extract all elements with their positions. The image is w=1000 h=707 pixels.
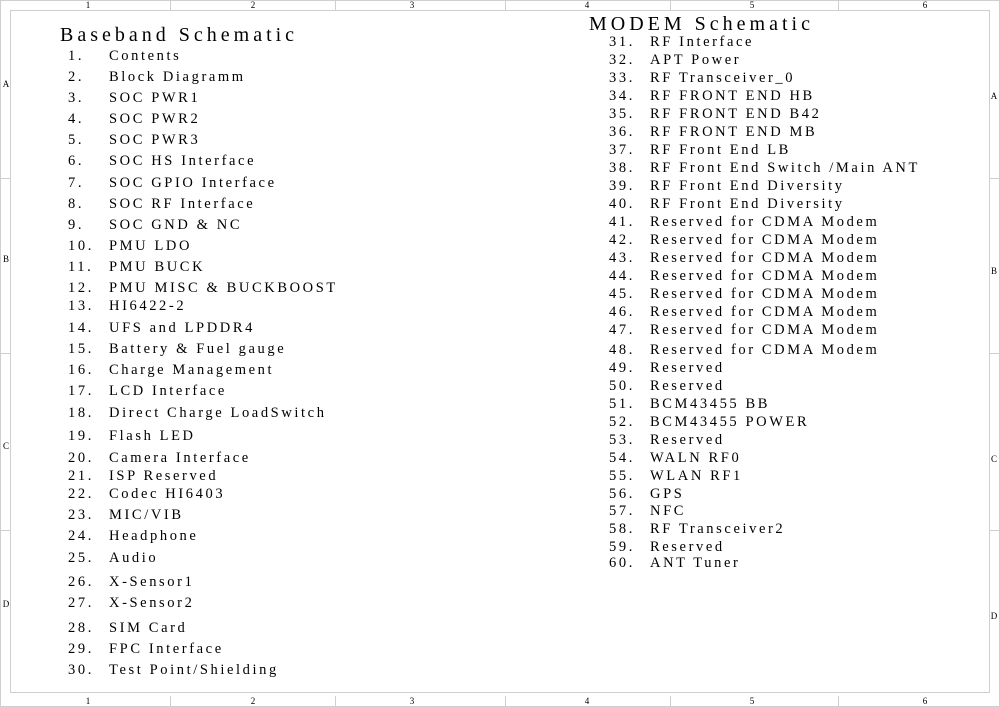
entry-number: 21. xyxy=(68,468,94,484)
zone-tick xyxy=(989,353,999,354)
entry-title: X-Sensor2 xyxy=(109,595,195,611)
contents-entry xyxy=(609,142,791,158)
contents-entry xyxy=(609,70,796,86)
contents-entry xyxy=(68,383,227,399)
entry-number: 49. xyxy=(609,360,635,376)
zone-tick xyxy=(505,0,506,10)
entry-number: 7. xyxy=(68,175,85,191)
contents-entry xyxy=(609,521,786,537)
zone-tick xyxy=(670,696,671,706)
entry-title: RF FRONT END HB xyxy=(650,88,815,104)
entry-number: 18. xyxy=(68,405,94,421)
entry-number: 47. xyxy=(609,322,635,338)
contents-entry xyxy=(609,360,725,376)
entry-number: 39. xyxy=(609,178,635,194)
zone-letter-left: A xyxy=(2,79,10,89)
zone-tick xyxy=(170,696,171,706)
contents-entry xyxy=(609,396,771,412)
zone-tick xyxy=(335,696,336,706)
entry-title: Test Point/Shielding xyxy=(109,662,279,678)
zone-number-top: 5 xyxy=(749,0,755,10)
zone-letter-right: B xyxy=(990,266,997,276)
entry-number: 34. xyxy=(609,88,635,104)
entry-title: RF FRONT END B42 xyxy=(650,106,822,122)
entry-number: 17. xyxy=(68,383,94,399)
entry-number: 6. xyxy=(68,153,85,169)
entry-number: 30. xyxy=(68,662,94,678)
entry-number: 54. xyxy=(609,450,635,466)
entry-title: ANT Tuner xyxy=(650,555,741,571)
entry-title: FPC Interface xyxy=(109,641,224,657)
zone-number-top: 4 xyxy=(584,0,590,10)
zone-tick xyxy=(170,0,171,10)
entry-title: Reserved xyxy=(650,378,725,394)
zone-tick xyxy=(0,178,10,179)
contents-entry xyxy=(609,214,880,230)
entry-title: Reserved xyxy=(650,360,725,376)
zone-tick xyxy=(0,530,10,531)
entry-number: 8. xyxy=(68,196,85,212)
contents-entry xyxy=(68,405,327,421)
entry-number: 45. xyxy=(609,286,635,302)
zone-number-top: 6 xyxy=(922,0,928,10)
zone-number-top: 2 xyxy=(250,0,256,10)
entry-number: 27. xyxy=(68,595,94,611)
contents-entry xyxy=(68,641,224,657)
entry-number: 24. xyxy=(68,528,94,544)
entry-number: 15. xyxy=(68,341,94,357)
contents-entry xyxy=(68,362,275,378)
entry-title: SOC GPIO Interface xyxy=(109,175,277,191)
entry-title: RF Front End Diversity xyxy=(650,196,845,212)
entry-title: PMU BUCK xyxy=(109,259,206,275)
entry-title: GPS xyxy=(650,486,685,502)
contents-entry xyxy=(609,160,920,176)
entry-title: BCM43455 BB xyxy=(650,396,771,412)
entry-number: 10. xyxy=(68,238,94,254)
zone-letter-right: D xyxy=(990,611,998,621)
entry-number: 14. xyxy=(68,320,94,336)
entry-title: Codec HI6403 xyxy=(109,486,226,502)
entry-title: PMU MISC & BUCKBOOST xyxy=(109,280,338,296)
entry-title: LCD Interface xyxy=(109,383,227,399)
entry-title: APT Power xyxy=(650,52,742,68)
entry-number: 37. xyxy=(609,142,635,158)
entry-title: Battery & Fuel gauge xyxy=(109,341,287,357)
contents-entry xyxy=(609,124,818,140)
entry-number: 41. xyxy=(609,214,635,230)
entry-title: SOC RF Interface xyxy=(109,196,256,212)
contents-entry xyxy=(68,486,226,502)
contents-entry xyxy=(68,175,277,191)
zone-tick xyxy=(838,696,839,706)
entry-number: 57. xyxy=(609,503,635,519)
baseband-title: Baseband Schematic xyxy=(60,24,299,46)
entry-number: 1. xyxy=(68,48,85,64)
contents-entry xyxy=(68,450,251,466)
entry-title: Charge Management xyxy=(109,362,275,378)
zone-number-top: 1 xyxy=(85,0,91,10)
contents-entry xyxy=(68,90,201,106)
entry-title: Reserved for CDMA Modem xyxy=(650,342,880,358)
contents-entry xyxy=(609,555,741,571)
entry-title: SOC HS Interface xyxy=(109,153,257,169)
entry-number: 25. xyxy=(68,550,94,566)
contents-entry xyxy=(609,106,822,122)
zone-number-bottom: 3 xyxy=(409,696,415,706)
zone-number-bottom: 1 xyxy=(85,696,91,706)
entry-number: 4. xyxy=(68,111,85,127)
entry-title: Reserved for CDMA Modem xyxy=(650,322,880,338)
entry-title: Reserved for CDMA Modem xyxy=(650,232,880,248)
contents-entry xyxy=(609,88,815,104)
entry-title: PMU LDO xyxy=(109,238,193,254)
entry-title: SOC PWR2 xyxy=(109,111,201,127)
zone-letter-left: B xyxy=(2,254,9,264)
zone-tick xyxy=(989,178,999,179)
entry-title: RF Interface xyxy=(650,34,755,50)
contents-entry xyxy=(609,414,810,430)
entry-title: Reserved xyxy=(650,539,725,555)
entry-number: 22. xyxy=(68,486,94,502)
entry-number: 3. xyxy=(68,90,85,106)
entry-number: 43. xyxy=(609,250,635,266)
contents-entry xyxy=(609,178,845,194)
zone-letter-right: C xyxy=(990,454,997,464)
entry-title: SIM Card xyxy=(109,620,188,636)
entry-title: RF Front End Switch /Main ANT xyxy=(650,160,920,176)
entry-number: 28. xyxy=(68,620,94,636)
contents-entry xyxy=(68,550,159,566)
zone-number-bottom: 4 xyxy=(584,696,590,706)
contents-entry xyxy=(68,153,257,169)
entry-title: Reserved for CDMA Modem xyxy=(650,250,880,266)
contents-entry xyxy=(68,298,187,314)
entry-title: RF Front End LB xyxy=(650,142,791,158)
contents-entry xyxy=(609,196,845,212)
entry-number: 36. xyxy=(609,124,635,140)
entry-number: 11. xyxy=(68,259,94,275)
entry-number: 59. xyxy=(609,539,635,555)
zone-number-bottom: 6 xyxy=(922,696,928,706)
entry-title: MIC/VIB xyxy=(109,507,184,523)
entry-title: Reserved for CDMA Modem xyxy=(650,268,880,284)
contents-entry xyxy=(68,341,287,357)
entry-title: X-Sensor1 xyxy=(109,574,195,590)
modem-title: MODEM Schematic xyxy=(589,13,814,35)
contents-entry xyxy=(609,378,725,394)
entry-number: 40. xyxy=(609,196,635,212)
entry-title: RF Transceiver2 xyxy=(650,521,786,537)
contents-entry xyxy=(68,662,279,678)
contents-entry xyxy=(609,539,725,555)
entry-title: Headphone xyxy=(109,528,199,544)
entry-title: BCM43455 POWER xyxy=(650,414,810,430)
contents-entry xyxy=(609,503,687,519)
entry-title: Reserved for CDMA Modem xyxy=(650,214,880,230)
entry-title: SOC PWR1 xyxy=(109,90,201,106)
entry-title: Reserved for CDMA Modem xyxy=(650,304,880,320)
contents-entry xyxy=(609,232,880,248)
entry-title: NFC xyxy=(650,503,687,519)
contents-entry xyxy=(609,52,742,68)
zone-number-top: 3 xyxy=(409,0,415,10)
contents-entry xyxy=(609,286,880,302)
entry-number: 16. xyxy=(68,362,94,378)
entry-title: HI6422-2 xyxy=(109,298,187,314)
contents-entry xyxy=(609,322,880,338)
entry-number: 51. xyxy=(609,396,635,412)
entry-number: 32. xyxy=(609,52,635,68)
entry-number: 5. xyxy=(68,132,85,148)
contents-entry xyxy=(68,574,195,590)
contents-entry xyxy=(68,217,243,233)
contents-entry xyxy=(609,450,742,466)
contents-entry xyxy=(609,342,880,358)
entry-number: 31. xyxy=(609,34,635,50)
entry-title: Camera Interface xyxy=(109,450,251,466)
entry-title: Reserved for CDMA Modem xyxy=(650,286,880,302)
entry-number: 20. xyxy=(68,450,94,466)
entry-number: 55. xyxy=(609,468,635,484)
entry-number: 12. xyxy=(68,280,94,296)
zone-letter-left: C xyxy=(2,441,9,451)
contents-entry xyxy=(609,34,755,50)
entry-number: 19. xyxy=(68,428,94,444)
contents-entry xyxy=(609,250,880,266)
entry-number: 33. xyxy=(609,70,635,86)
entry-title: Block Diagramm xyxy=(109,69,246,85)
entry-number: 60. xyxy=(609,555,635,571)
zone-letter-left: D xyxy=(2,599,10,609)
entry-number: 50. xyxy=(609,378,635,394)
contents-entry xyxy=(68,259,206,275)
contents-entry xyxy=(609,268,880,284)
entry-number: 9. xyxy=(68,217,85,233)
entry-number: 52. xyxy=(609,414,635,430)
contents-entry xyxy=(68,507,184,523)
zone-letter-right: A xyxy=(990,91,998,101)
entry-number: 26. xyxy=(68,574,94,590)
entry-number: 29. xyxy=(68,641,94,657)
contents-entry xyxy=(68,280,338,296)
entry-title: Contents xyxy=(109,48,182,64)
entry-number: 48. xyxy=(609,342,635,358)
entry-number: 44. xyxy=(609,268,635,284)
contents-entry xyxy=(68,468,219,484)
entry-title: Reserved xyxy=(650,432,725,448)
entry-title: RF FRONT END MB xyxy=(650,124,818,140)
contents-entry xyxy=(68,428,196,444)
entry-title: Flash LED xyxy=(109,428,196,444)
zone-tick xyxy=(989,530,999,531)
entry-title: RF Transceiver_0 xyxy=(650,70,796,86)
entry-title: WALN RF0 xyxy=(650,450,742,466)
entry-title: UFS and LPDDR4 xyxy=(109,320,255,336)
contents-entry xyxy=(68,48,182,64)
zone-tick xyxy=(838,0,839,10)
entry-title: Audio xyxy=(109,550,159,566)
zone-tick xyxy=(505,696,506,706)
entry-title: RF Front End Diversity xyxy=(650,178,845,194)
entry-number: 46. xyxy=(609,304,635,320)
entry-number: 2. xyxy=(68,69,85,85)
zone-tick xyxy=(335,0,336,10)
zone-number-bottom: 5 xyxy=(749,696,755,706)
entry-number: 56. xyxy=(609,486,635,502)
zone-number-bottom: 2 xyxy=(250,696,256,706)
entry-title: SOC GND & NC xyxy=(109,217,243,233)
entry-title: ISP Reserved xyxy=(109,468,219,484)
entry-number: 23. xyxy=(68,507,94,523)
zone-tick xyxy=(0,353,10,354)
contents-entry xyxy=(609,432,725,448)
contents-entry xyxy=(68,620,188,636)
entry-title: Direct Charge LoadSwitch xyxy=(109,405,327,421)
entry-number: 13. xyxy=(68,298,94,314)
contents-entry xyxy=(68,69,246,85)
contents-entry xyxy=(68,595,195,611)
zone-tick xyxy=(670,0,671,10)
contents-entry xyxy=(68,196,256,212)
contents-entry xyxy=(609,468,743,484)
entry-title: WLAN RF1 xyxy=(650,468,743,484)
contents-entry xyxy=(68,320,255,336)
entry-title: SOC PWR3 xyxy=(109,132,201,148)
contents-entry xyxy=(609,486,685,502)
entry-number: 35. xyxy=(609,106,635,122)
contents-entry xyxy=(609,304,880,320)
contents-entry xyxy=(68,528,199,544)
entry-number: 42. xyxy=(609,232,635,248)
contents-entry xyxy=(68,132,201,148)
entry-number: 38. xyxy=(609,160,635,176)
entry-number: 53. xyxy=(609,432,635,448)
contents-entry xyxy=(68,111,201,127)
entry-number: 58. xyxy=(609,521,635,537)
contents-entry xyxy=(68,238,193,254)
